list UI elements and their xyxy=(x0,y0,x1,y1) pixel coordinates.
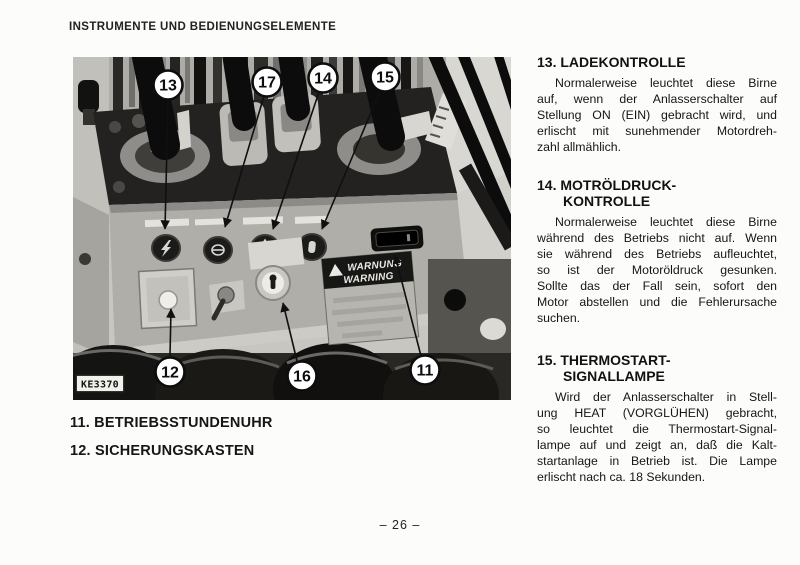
heading-line: 15. THERMOSTART- xyxy=(537,351,671,368)
page-number: – 26 – xyxy=(379,518,421,532)
heading-line: 14. MOTRÖLDRUCK- xyxy=(537,176,677,193)
svg-text:15: 15 xyxy=(376,69,394,87)
heading-line: SIGNALLAMPE xyxy=(563,368,665,384)
text-line: Wird der Anlasserschalter in Stell- xyxy=(555,389,777,404)
svg-text:11: 11 xyxy=(416,362,434,380)
photo-code-tag xyxy=(76,375,124,392)
svg-text:13: 13 xyxy=(159,77,177,95)
section-ladekontrolle xyxy=(537,54,777,155)
text-line: Sollte das der Fall sein, sofort den xyxy=(537,278,777,293)
text-line: Stellung ON (EIN) gebracht wird, und xyxy=(537,107,777,122)
text-line: Normalerweise leuchtet diese Birne xyxy=(555,214,777,229)
svg-text:WARNING: WARNING xyxy=(343,270,395,287)
svg-text:16: 16 xyxy=(293,368,311,386)
section-15-body xyxy=(537,389,777,485)
indicator-light-charge xyxy=(152,235,180,261)
text-line: erlischt nach ca. 18 Sekunden. xyxy=(537,469,706,484)
text-line: zahl allmählich. xyxy=(537,139,622,154)
text-line: suchen. xyxy=(537,310,581,325)
text-line: lampe auf und zeigt an, daß die Kalt- xyxy=(537,437,777,452)
control-panel-photo xyxy=(73,57,511,400)
text-line: Motor abstellen und die Fehlerursache xyxy=(537,294,777,309)
page-header: INSTRUMENTE UND BEDIENUNGSELEMENTE xyxy=(69,21,337,33)
text-line: während des Betriebs nicht auf. Wenn xyxy=(537,230,777,245)
hour-meter xyxy=(370,225,423,252)
fuse-box xyxy=(139,269,197,329)
section-thermostart-signallampe xyxy=(537,352,777,485)
section-15-heading xyxy=(537,352,777,385)
section-14-heading xyxy=(537,177,777,210)
text-line: auf, wenn der Anlasserschalter auf xyxy=(537,91,777,106)
svg-text:17: 17 xyxy=(258,74,276,92)
caption-item-12: 12. SICHERUNGSKASTEN xyxy=(70,443,255,459)
text-line: so leuchtet die Thermostart-Signal- xyxy=(537,421,777,436)
warning-label xyxy=(322,251,419,345)
photo-illustration xyxy=(73,57,511,400)
text-line: sie während des Betriebs aufleuchtet, xyxy=(537,246,777,261)
text-line: startanlage in Betrieb ist. Die Lampe xyxy=(537,453,777,468)
text-line: so ist der Motoröldruck gesunken. xyxy=(537,262,777,277)
right-column xyxy=(537,54,777,485)
section-motoroeldruck-kontrolle xyxy=(537,177,777,326)
caption-item-11: 11. BETRIEBSSTUNDENUHR xyxy=(70,415,273,431)
figure-captions xyxy=(70,415,273,471)
section-14-body xyxy=(537,214,777,326)
text-line: ung HEAT (VORGLÜHEN) gebracht, xyxy=(537,405,777,420)
svg-text:KE3370: KE3370 xyxy=(81,379,119,391)
svg-text:WARNUNG: WARNUNG xyxy=(346,258,403,274)
svg-text:14: 14 xyxy=(314,70,332,88)
text-line: Normalerweise leuchtet diese Birne xyxy=(555,75,777,90)
section-13-body xyxy=(537,75,777,155)
indicator-light-oil-can xyxy=(204,237,232,263)
text-line: erlischt mit sunehmender Motordreh- xyxy=(537,123,777,138)
svg-text:12: 12 xyxy=(161,364,179,382)
section-13-heading: 13. LADEKONTROLLE xyxy=(537,54,686,70)
heading-line: KONTROLLE xyxy=(563,193,651,209)
